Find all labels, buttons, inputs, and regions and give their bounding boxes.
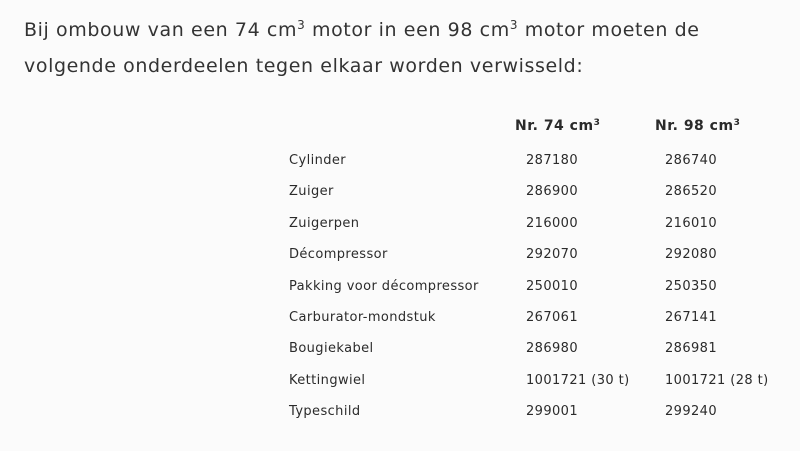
part-number-98cc: 1001721 (28 t): [665, 372, 769, 388]
table-row: [289, 397, 789, 428]
part-name: Cylinder: [289, 153, 347, 168]
superscript-3: 3: [509, 18, 519, 32]
part-number-98cc: 267141: [665, 309, 718, 325]
part-number-74cc: 250010: [526, 278, 579, 294]
part-number-98cc: 286981: [665, 341, 718, 357]
part-name: Typeschild: [289, 404, 361, 420]
part-number-74cc: 1001721 (30 t): [526, 372, 630, 388]
part-number-98cc: 286740: [665, 153, 718, 168]
part-name: Pakking voor décompressor: [289, 278, 479, 294]
intro-line-1-part-c: motor moeten de: [518, 19, 700, 41]
intro-line-1: [24, 12, 794, 48]
part-number-98cc: 216010: [665, 215, 718, 231]
part-number-98cc: 292080: [665, 247, 718, 263]
part-number-98cc: 299240: [665, 404, 718, 420]
table-row: [289, 366, 789, 397]
intro-line-1-part-b: motor in een 98 cm: [305, 19, 510, 41]
column-header-74cc: [515, 118, 600, 134]
parts-table: [289, 146, 789, 429]
part-name: Décompressor: [289, 247, 388, 263]
superscript-3: 3: [593, 118, 601, 128]
table-row: [289, 303, 789, 334]
superscript-3: 3: [733, 118, 741, 128]
column-header-74cc-label: Nr. 74 cm: [515, 118, 594, 134]
part-number-74cc: 286900: [526, 184, 579, 200]
part-name: Zuiger: [289, 184, 334, 200]
part-name: Zuigerpen: [289, 215, 360, 231]
intro-paragraph: [24, 12, 794, 84]
part-number-98cc: 250350: [665, 278, 718, 294]
table-row: [289, 177, 789, 208]
table-row: [289, 334, 789, 365]
superscript-3: 3: [297, 18, 306, 32]
part-number-74cc: 292070: [526, 247, 579, 263]
part-name: Carburator-mondstuk: [289, 309, 436, 325]
intro-line-1-part-a: Bij ombouw van een 74 cm: [24, 19, 298, 41]
table-row: [289, 146, 789, 177]
part-name: Bougiekabel: [289, 341, 374, 357]
part-number-98cc: 286520: [665, 184, 718, 200]
part-number-74cc: 216000: [526, 215, 579, 231]
column-header-98cc: [655, 118, 740, 134]
part-name: Kettingwiel: [289, 372, 366, 388]
part-number-74cc: 286980: [526, 341, 579, 357]
part-number-74cc: 287180: [526, 153, 579, 168]
part-number-74cc: 299001: [526, 404, 579, 420]
intro-line-2: volgende onderdeelen tegen elkaar worden verwisseld:: [24, 55, 584, 77]
table-row: [289, 272, 789, 303]
table-row: [289, 240, 789, 271]
part-number-74cc: 267061: [526, 309, 579, 325]
table-row: [289, 209, 789, 240]
column-header-98cc-label: Nr. 98 cm: [655, 118, 734, 134]
